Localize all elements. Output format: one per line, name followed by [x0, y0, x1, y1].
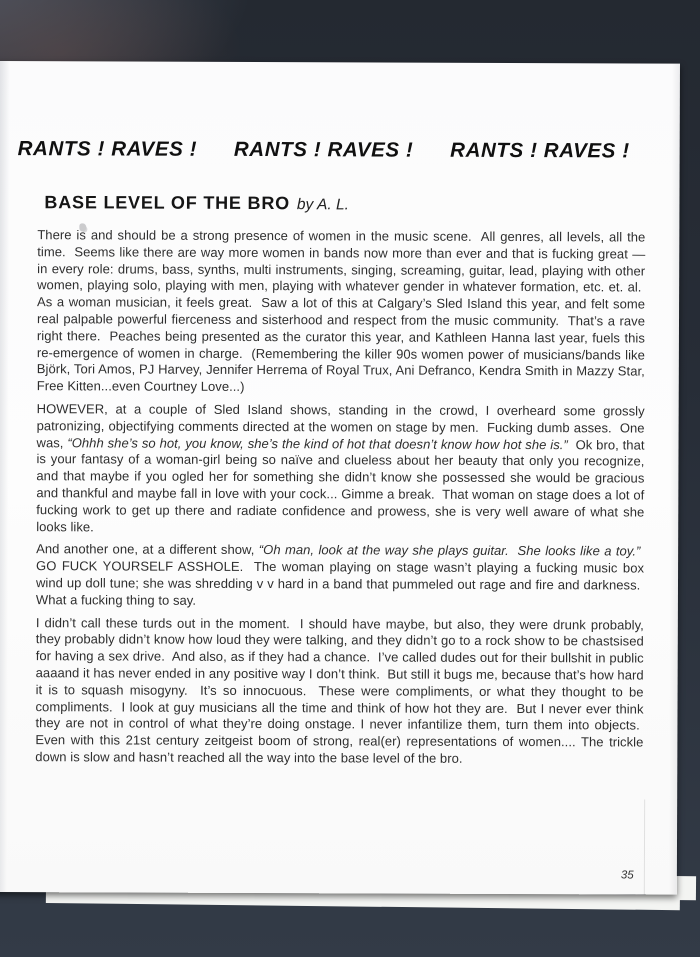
rants-raves-item: RANTS ! RAVES !	[233, 137, 414, 162]
article-body	[35, 227, 645, 774]
article-title-row	[44, 192, 349, 214]
rants-raves-item: RANTS ! RAVES !	[17, 137, 198, 161]
article-paragraph	[36, 542, 644, 612]
rants-raves-item: RANTS ! RAVES !	[450, 138, 630, 163]
quoted-speech: “Oh man, look at the way she plays guitar. She looks like a toy.”	[258, 542, 641, 559]
quoted-speech: “Ohhh she’s so hot, you know, she’s the kind of hot that doesn’t know how hot she is.”	[67, 434, 568, 452]
body-text: HOWEVER, at a couple of Sled Island shows, standing in the crowd, I overheard some grossly patronizing, objectifying comments directed at the women on stage by men. Fucking dumb asses. One was,	[36, 401, 645, 450]
page-fold-line	[644, 800, 645, 895]
article-paragraph	[36, 401, 645, 538]
article-byline: by A. L.	[296, 196, 349, 214]
page-number: 35	[620, 869, 634, 882]
article-paragraph	[35, 615, 644, 769]
rants-raves-header	[18, 137, 630, 163]
article-title: BASE LEVEL OF THE BRO	[44, 192, 290, 214]
article-paragraph	[37, 227, 646, 397]
body-text: GO FUCK YOURSELF ASSHOLE. The woman playing on stage wasn’t playing a fucking music box wind up doll tune; she was shredding v v hard in a band that pummeled out rage and fire and darkness. What a fucking thing to say.	[35, 543, 645, 608]
zine-page	[0, 61, 680, 895]
body-text: There is and should be a strong presence of women in the music scene. All genres, all levels, all the time. Seems like there are way more women in bands now more than ever and that is fucking great — in every role: drums, bass, synths, multi instruments, singing, screaming, guitar, lead, playing with other women, playing solo, playing with men, playing with whatever gender in whatever formation, etc. et. al. As a woman musician, it feels great. Saw a lot of this at Calgary’s Sled Island this year, and felt some real palpable powerful fierceness and sisterhood and respect from the music community. That’s a rave right there. Peaches being presented as the curator this year, and Kathleen Hanna last year, fuels this re-emergence of women in charge. (Remembering the killer 90s women power of musicians/bands like Björk, Tori Amos, PJ Harvey, Jennifer Herrema of Royal Trux, Ani Defranco, Kendra Smith in Mazzy Star, Free Kitten...even Courtney Love...)	[36, 227, 646, 395]
body-text: And another one, at a different show,	[36, 541, 259, 558]
body-text: I didn’t call these turds out in the moment. I should have maybe, but also, they were drunk probably, they probably didn’t know how loud they were talking, and they didn’t go to a rock show to be chastsised for having a sex drive. And also, as if they had a chance. I’ve called dudes out for their bullshit in public aaaand it has never ended in any positive way I don’t think. But still it bugs me, because that’s how hard it is to squash misogyny. It’s so innocuous. These were compliments, or what they thought to be compliments. I look at guy musicians all the time and think of how hot they are. But I never ever think they are not in control of what they’re doing onstage. I never infantilize them, turn them into objects. Even with this 21st century zeitgeist boom of strong, real(er) representations of women.... The trickle down is slow and hasn’t reached all the way into the base level of the bro.	[35, 614, 644, 766]
body-text: Ok bro, that is your fantasy of a woman-girl being so naïve and clueless about her beauty that only you recognize, and that maybe if you ogled her for something she didn’t know she possessed she would be gracious and thankful and maybe fall in love with your cock... Gimme a break. That woman on stage does a lot of fucking work to get up there and radiate confidence and prowess, she is very well aware of what she looks like.	[36, 436, 645, 534]
